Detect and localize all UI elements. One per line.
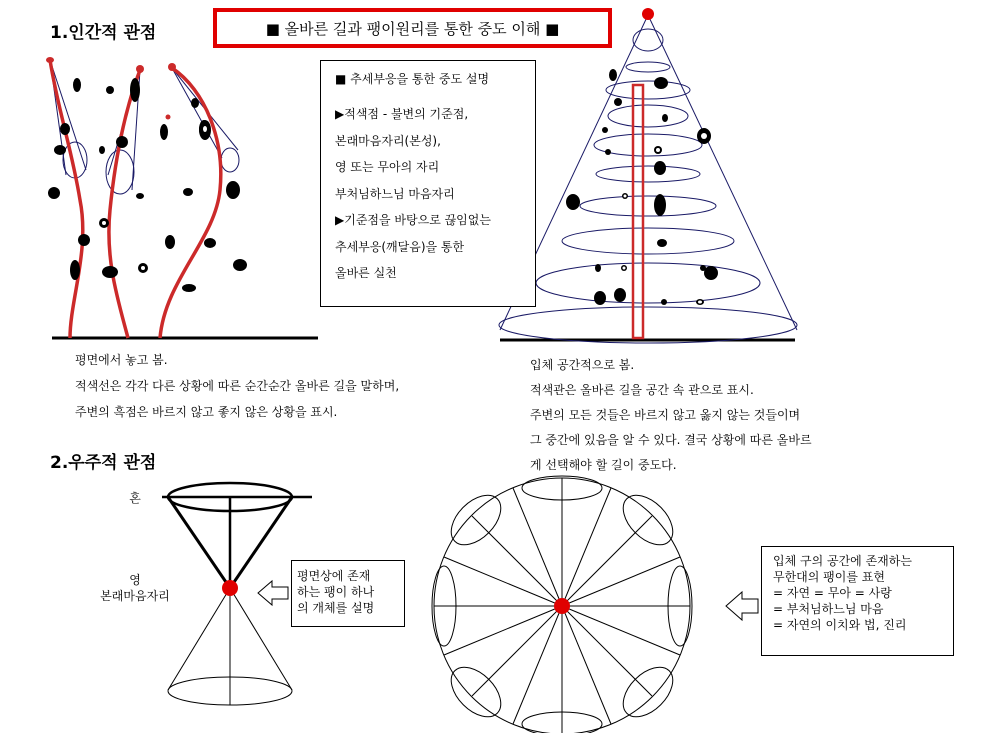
- explain-line: 부처님하느님 마음자리: [335, 186, 455, 201]
- right-note-line: 입체 구의 공간에 존재하는: [773, 554, 912, 568]
- point-label-line2: 본래마음자리: [100, 589, 170, 603]
- solid-caption-line: 적색관은 올바른 길을 공간 속 관으로 표시.: [530, 383, 754, 397]
- explain-title: ■ 추세부응을 통한 중도 설명: [335, 72, 490, 86]
- explain-line: ▶적색점 - 불변의 기준점,: [335, 107, 469, 121]
- plane-caption: [75, 347, 399, 425]
- plane-caption-line: 주변의 흑점은 바르지 않고 좋지 않은 상황을 표시.: [75, 405, 338, 419]
- solid-caption-line: 게 선택해야 할 길이 중도다.: [530, 458, 677, 472]
- solid-caption-line: 그 중간에 있음을 알 수 있다. 결국 상황에 따른 올바르: [530, 433, 812, 447]
- top-label: 혼: [129, 491, 141, 505]
- section1-heading: 1.인간적 관점: [50, 23, 157, 43]
- page-title-text: ■ 올바른 길과 팽이원리를 통한 중도 이해 ■: [265, 19, 560, 38]
- plane-caption-line: 적색선은 각각 다른 상황에 따른 순간순간 올바른 길을 말하며,: [75, 379, 400, 393]
- explain-line: 영 또는 무아의 자리: [335, 160, 440, 174]
- explain-line: 올바른 실천: [335, 266, 397, 280]
- right-note-line: = 부처님하느님 마음: [773, 602, 884, 616]
- right-note-box: [761, 546, 954, 656]
- section2-heading: 2.우주적 관점: [50, 453, 157, 473]
- left-arrow-icon: [258, 581, 288, 605]
- red-tube: [633, 85, 643, 338]
- explain-box: [320, 60, 536, 307]
- point-label: [80, 572, 190, 604]
- sphere-red-point: [554, 598, 570, 614]
- cone-dot-holes: [623, 133, 708, 304]
- right-note-line: = 자연의 이치와 법, 진리: [773, 618, 907, 632]
- explain-line: 추세부응(깨달음)을 통한: [335, 239, 465, 254]
- cone-apex-point: [642, 8, 654, 20]
- solid-view-figure: [499, 8, 797, 343]
- planar-view-figure: [46, 57, 318, 338]
- left-note-line: 평면상에 존재: [297, 569, 371, 583]
- right-note-line: 무한대의 팽이를 표현: [773, 570, 885, 584]
- plane-caption-line: 평면에서 놓고 봄.: [75, 353, 168, 367]
- solid-caption-line: 주변의 모든 것들은 바르지 않고 옳지 않는 것들이며: [530, 408, 801, 422]
- left-note-line: 의 개체를 설명: [297, 601, 375, 615]
- explain-line: ▶기준점을 바탕으로 끊임없는: [335, 213, 491, 227]
- solid-caption: [530, 353, 812, 478]
- cone-outline: [499, 15, 797, 343]
- page-title: [213, 8, 612, 48]
- right-note-line: = 자연 = 무아 = 사랑: [773, 586, 892, 600]
- top-red-point: [222, 580, 238, 596]
- right-arrow-icon: [726, 592, 758, 620]
- left-note-box: [291, 560, 405, 627]
- left-note-line: 하는 팽이 하나: [297, 585, 375, 599]
- solid-caption-line: 입체 공간적으로 봄.: [530, 358, 635, 372]
- explain-line: 본래마음자리(본성),: [335, 133, 441, 148]
- sphere-figure: [432, 476, 692, 733]
- point-label-line1: 영: [129, 573, 141, 587]
